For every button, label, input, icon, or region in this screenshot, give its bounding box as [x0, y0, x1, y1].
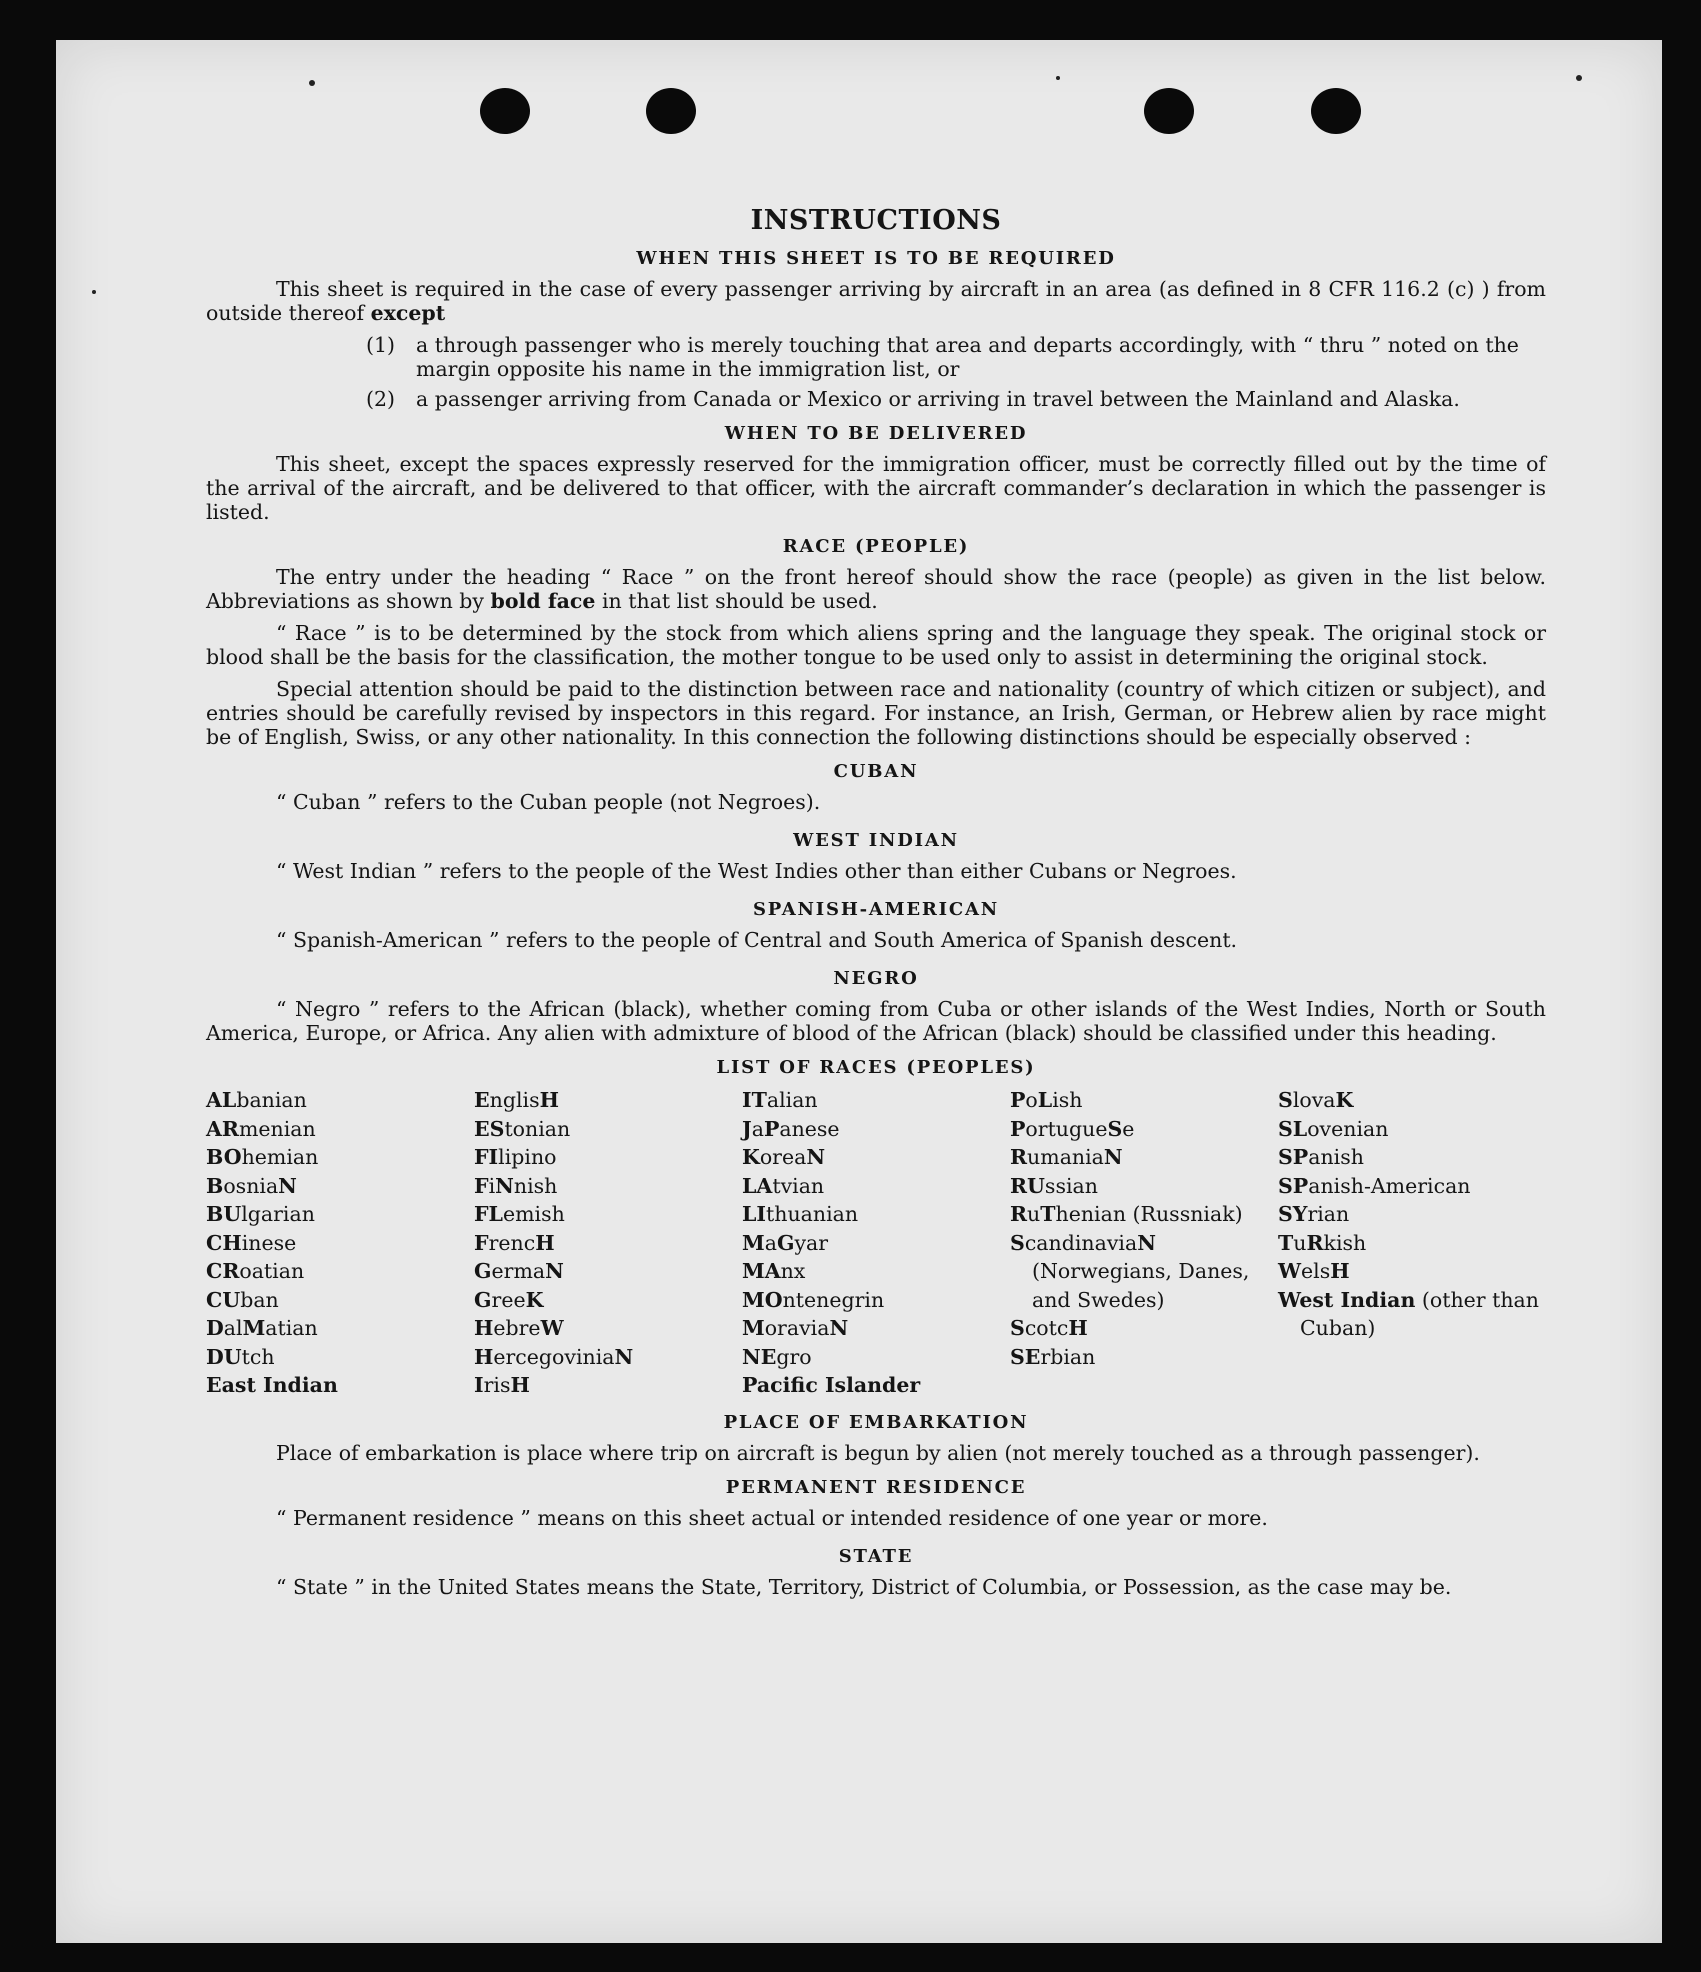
race-paragraph-1: The entry under the heading “ Race ” on the front hereof should show the race (people) as given in the list below. Abbreviations as shown by bold face in that list should be used.: [206, 565, 1546, 613]
race-entry: DalMatian: [206, 1316, 318, 1340]
cuban-heading: CUBAN: [833, 761, 919, 782]
speck: [309, 80, 315, 86]
race-entry: Pacific Islander: [742, 1373, 921, 1397]
west-indian-heading: WEST INDIAN: [793, 830, 959, 851]
race-entry: East Indian: [206, 1373, 338, 1397]
race-entry: HebreW: [474, 1316, 564, 1340]
race-entry: PortugueSe: [1010, 1116, 1135, 1141]
race-entry: BOhemian: [206, 1145, 319, 1169]
race-heading: RACE (PEOPLE): [782, 536, 970, 557]
west-indian-text: “ West Indian ” refers to the people of the West Indies other than either Cubans or Negroes.: [276, 859, 1237, 883]
race-entry: WelsH: [1278, 1259, 1350, 1283]
race-entry: West Indian (other than Cuban): [1278, 1287, 1539, 1340]
race-entry: RuThenian (Russniak): [1010, 1202, 1243, 1226]
spanish-american-heading: SPANISH-AMERICAN: [752, 899, 1000, 920]
page-title: INSTRUCTIONS: [750, 205, 1002, 236]
punch-hole-3: [1144, 88, 1194, 134]
exception-number: (2): [366, 387, 396, 411]
race-entry: CUban: [206, 1287, 279, 1312]
race-entry: FLemish: [474, 1202, 565, 1226]
speck: [1056, 76, 1060, 80]
race-entry: LIthuanian: [742, 1202, 859, 1226]
race-entry: BosniaN: [206, 1173, 297, 1198]
when-required-heading: WHEN THIS SHEET IS TO BE REQUIRED: [636, 248, 1116, 269]
race-entry: KoreaN: [742, 1145, 826, 1169]
race-entry: GermaN: [474, 1259, 564, 1283]
race-entry: ITalian: [742, 1088, 818, 1112]
when-delivered-text: This sheet, except the spaces expressly reserved for the immigration officer, must be correctly filled out by the time of the arrival of the aircraft, and be delivered to that officer, with the aircraft commander’s declaration in which the passenger is listed.: [206, 452, 1546, 524]
race-entry: ScandinaviaN (Norwegians, Danes, and Swedes): [1010, 1230, 1250, 1312]
residence-heading: PERMANENT RESIDENCE: [725, 1476, 1027, 1498]
speck: [1576, 75, 1582, 81]
state-heading: STATE: [838, 1545, 914, 1567]
race-entry: CRoatian: [206, 1259, 305, 1283]
race-entry: FrencH: [474, 1230, 555, 1255]
race-entry: MAnx: [742, 1259, 806, 1283]
race-entry: LAtvian: [742, 1173, 825, 1198]
race-entry: GreeK: [474, 1287, 544, 1312]
race-paragraph-3: Special attention should be paid to the distinction between race and nationality (country of which citizen or subject), and entries should be carefully revised by inspectors in this regard. For instance, an Irish, German, or Hebrew alien by race might be of English, Swiss, or any other nationality. In this connection the following distinctions should be especially observed :: [206, 677, 1546, 749]
race-entry: ARmenian: [206, 1116, 316, 1141]
punch-hole-4: [1311, 88, 1361, 134]
race-entry: JaPanese: [742, 1116, 840, 1141]
spanish-american-text: “ Spanish-American ” refers to the people of Central and South America of Spanish descent.: [276, 928, 1238, 952]
race-entry: EStonian: [474, 1116, 571, 1141]
race-entry: SlovaK: [1278, 1088, 1354, 1112]
race-entry: HercegoviniaN: [474, 1344, 634, 1369]
list-of-races-heading: LIST OF RACES (PEOPLES): [716, 1057, 1036, 1078]
exception-text: a passenger arriving from Canada or Mexico or arriving in travel between the Mainland and Alaska.: [416, 387, 1460, 411]
race-entry: SErbian: [1010, 1344, 1096, 1369]
state-text: “ State ” in the United States means the State, Territory, District of Columbia, or Possession, as the case may be.: [276, 1574, 1452, 1599]
document-page: [56, 40, 1662, 1943]
exception-number: (1): [366, 333, 396, 357]
embarkation-text: Place of embarkation is place where trip on aircraft is begun by alien (not merely touched as a through passenger).: [276, 1440, 1480, 1465]
races-column: [1010, 1086, 1278, 1400]
race-entry: TuRkish: [1278, 1230, 1367, 1255]
races-column: [474, 1086, 742, 1400]
race-entry: PoLish: [1010, 1088, 1083, 1112]
race-entry: MOntenegrin: [742, 1287, 885, 1312]
race-entry: DUtch: [206, 1344, 275, 1369]
race-entry: MoraviaN: [742, 1316, 849, 1340]
race-entry: MaGyar: [742, 1230, 829, 1255]
race-entry: RUssian: [1010, 1173, 1098, 1198]
race-entry: FIlipino: [474, 1145, 557, 1169]
race-entry: ScotcH: [1010, 1316, 1088, 1340]
races-column: [1278, 1086, 1546, 1400]
punch-hole-1: [480, 88, 530, 134]
race-entry: RumaniaN: [1010, 1145, 1123, 1169]
race-entry: IrisH: [474, 1373, 530, 1397]
instructions-body: [206, 165, 1546, 1607]
exception-1: [366, 333, 1546, 381]
races-column: [742, 1086, 1010, 1400]
race-entry: SLovenian: [1278, 1116, 1389, 1141]
negro-heading: NEGRO: [833, 968, 919, 989]
races-table: [206, 1086, 1546, 1400]
races-column: [206, 1086, 474, 1400]
race-entry: EnglisH: [474, 1088, 559, 1112]
race-entry: SPanish-American: [1278, 1173, 1471, 1198]
when-delivered-heading: WHEN TO BE DELIVERED: [724, 423, 1028, 444]
race-entry: BUlgarian: [206, 1202, 315, 1226]
speck: [92, 290, 96, 294]
race-entry: CHinese: [206, 1230, 297, 1255]
cuban-text: “ Cuban ” refers to the Cuban people (not Negroes).: [276, 790, 821, 814]
race-entry: SPanish: [1278, 1145, 1364, 1169]
race-entry: SYrian: [1278, 1202, 1350, 1226]
race-entry: ALbanian: [206, 1088, 307, 1112]
race-paragraph-2: “ Race ” is to be determined by the stock from which aliens spring and the language they speak. The original stock or blood shall be the basis for the classification, the mother tongue to be used only to assist in determining the original stock.: [206, 621, 1546, 669]
embarkation-heading: PLACE OF EMBARKATION: [723, 1411, 1029, 1433]
punch-hole-2: [646, 88, 696, 134]
residence-text: “ Permanent residence ” means on this sheet actual or intended residence of one year or more.: [276, 1505, 1268, 1530]
race-entry: NEgro: [742, 1344, 812, 1369]
negro-text: “ Negro ” refers to the African (black), whether coming from Cuba or other islands of the West Indies, North or South America, Europe, or Africa. Any alien with admixture of blood of the African (black) should be classified under this heading.: [206, 997, 1546, 1045]
race-entry: FiNnish: [474, 1173, 558, 1198]
exception-text: a through passenger who is merely touching that area and departs accordingly, with “ thru ” noted on the margin opposite his name in the immigration list, or: [416, 333, 1519, 381]
exception-2: [366, 387, 1546, 411]
when-required-text: This sheet is required in the case of every passenger arriving by aircraft in an area (as defined in 8 CFR 116.2 (c) ) from outside thereof except: [206, 277, 1546, 325]
